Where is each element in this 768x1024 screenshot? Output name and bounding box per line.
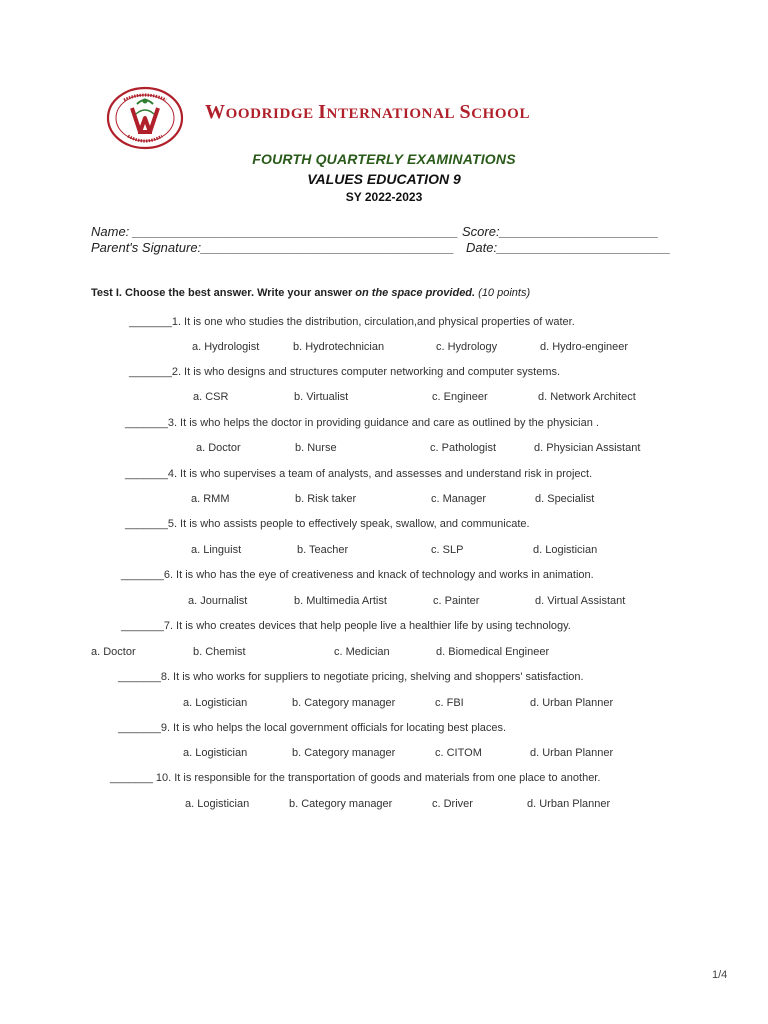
choice-10c: c. Driver xyxy=(432,798,473,810)
choice-1c: c. Hydrology xyxy=(436,341,498,353)
choice-4a: a. RMM xyxy=(191,493,230,505)
subject-title: VALUES EDUCATION 9 xyxy=(307,171,461,187)
choice-1d: d. Hydro-engineer xyxy=(540,341,629,353)
question-8: _______8. It is who works for suppliers to negotiate pricing, shelving and shoppers' satisfaction. xyxy=(118,671,584,683)
choice-9c: c. CITOM xyxy=(435,747,482,759)
school-seal-icon xyxy=(106,86,184,150)
choice-3c: c. Pathologist xyxy=(430,442,497,454)
school-year: SY 2022-2023 xyxy=(345,190,423,204)
score-field[interactable]: Score:______________________ xyxy=(462,224,659,239)
choice-7b: b. Chemist xyxy=(193,646,246,658)
date-field[interactable]: Date:________________________ xyxy=(466,240,671,255)
choice-8b: b. Category manager xyxy=(292,697,396,709)
choice-8d: d. Urban Planner xyxy=(530,697,614,709)
parent-signature-field[interactable]: Parent's Signature:___________________________________ xyxy=(91,240,455,255)
choice-3d: d. Physician Assistant xyxy=(534,442,641,454)
choice-2c: c. Engineer xyxy=(432,391,488,403)
choice-10a: a. Logistician xyxy=(185,798,250,810)
choice-3b: b. Nurse xyxy=(295,442,337,454)
question-3: _______3. It is who helps the doctor in providing guidance and care as outlined by the physician . xyxy=(125,417,599,429)
choice-7d: d. Biomedical Engineer xyxy=(436,646,550,658)
choice-10b: b. Category manager xyxy=(289,798,393,810)
question-6: _______6. It is who has the eye of creativeness and knack of technology and works in animation. xyxy=(121,569,594,581)
choice-6d: d. Virtual Assistant xyxy=(535,595,626,607)
question-1: _______1. It is one who studies the distribution, circulation,and physical properties of water. xyxy=(129,316,575,328)
choice-10d: d. Urban Planner xyxy=(527,798,611,810)
choice-7c: c. Medician xyxy=(334,646,390,658)
choice-2b: b. Virtualist xyxy=(294,391,349,403)
choice-4d: d. Specialist xyxy=(535,493,595,505)
school-name: WOODRIDGE INTERNATIONAL SCHOOL xyxy=(205,101,531,123)
choice-2d: d. Network Architect xyxy=(538,391,636,403)
question-10: _______ 10. It is responsible for the transportation of goods and materials from one place to another. xyxy=(110,772,601,784)
test-instructions: Test I. Choose the best answer. Write your answer on the space provided. (10 points) xyxy=(91,287,531,299)
choice-5c: c. SLP xyxy=(431,544,464,556)
choice-5a: a. Linguist xyxy=(191,544,242,556)
choice-6c: c. Painter xyxy=(433,595,480,607)
choice-8a: a. Logistician xyxy=(183,697,248,709)
exam-title: FOURTH QUARTERLY EXAMINATIONS xyxy=(252,151,516,167)
choice-2a: a. CSR xyxy=(193,391,229,403)
choice-6b: b. Multimedia Artist xyxy=(294,595,387,607)
page-number: 1/4 xyxy=(712,969,728,981)
choice-9a: a. Logistician xyxy=(183,747,248,759)
question-9: _______9. It is who helps the local government officials for locating best places. xyxy=(118,722,507,734)
choice-8c: c. FBI xyxy=(435,697,464,709)
choice-7a: a. Doctor xyxy=(91,646,136,658)
question-4: _______4. It is who supervises a team of analysts, and assesses and understand risk in project. xyxy=(125,468,593,480)
choice-9b: b. Category manager xyxy=(292,747,396,759)
question-7: _______7. It is who creates devices that help people live a healthier life by using technology. xyxy=(121,620,571,632)
choice-3a: a. Doctor xyxy=(196,442,241,454)
choice-9d: d. Urban Planner xyxy=(530,747,614,759)
choice-5b: b. Teacher xyxy=(297,544,349,556)
name-field[interactable]: Name: _____________________________________________ xyxy=(91,224,459,239)
choice-6a: a. Journalist xyxy=(188,595,248,607)
choice-1b: b. Hydrotechnician xyxy=(293,341,385,353)
question-5: _______5. It is who assists people to effectively speak, swallow, and communicate. xyxy=(125,518,530,530)
choice-5d: d. Logistician xyxy=(533,544,598,556)
choice-1a: a. Hydrologist xyxy=(192,341,260,353)
question-2: _______2. It is who designs and structures computer networking and computer systems. xyxy=(129,366,561,378)
choice-4c: c. Manager xyxy=(431,493,487,505)
choice-4b: b. Risk taker xyxy=(295,493,357,505)
